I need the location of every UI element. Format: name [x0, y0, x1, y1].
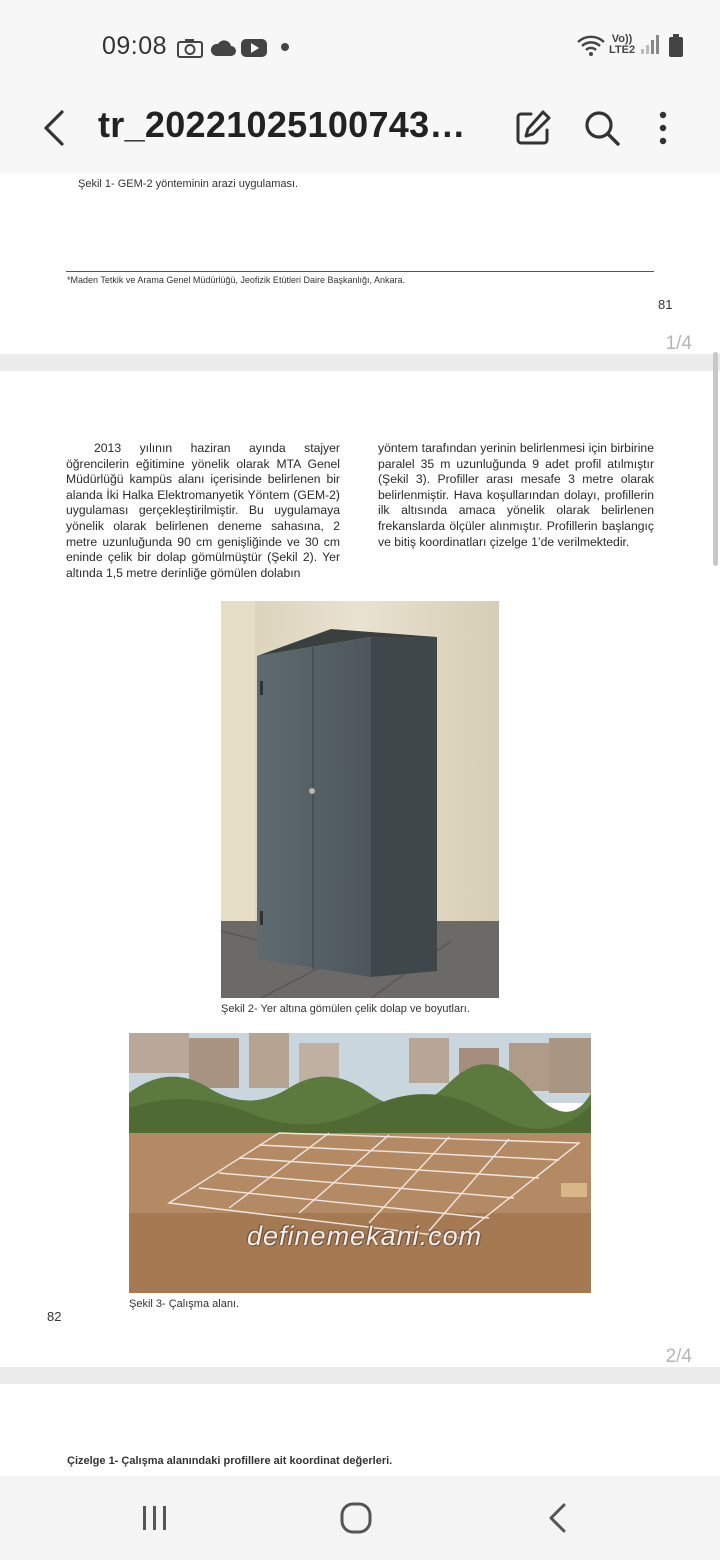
- page-indicator: 2/4: [665, 1346, 692, 1367]
- footnote-divider: [66, 271, 654, 272]
- figure-2-photo: [221, 601, 499, 998]
- signal-icon: [640, 34, 662, 56]
- footnote: *Maden Tetkik ve Arama Genel Müdürlüğü, Jeofizik Etütleri Daire Başkanlığı, Ankara.: [67, 275, 406, 285]
- page-indicator: 1/4: [665, 333, 692, 354]
- youtube-icon: [241, 38, 267, 58]
- search-icon[interactable]: [580, 106, 624, 150]
- figure-1-caption: Şekil 1- GEM-2 yönteminin arazi uygulaması.: [78, 178, 299, 190]
- figure-3-caption: Şekil 3- Çalışma alanı.: [129, 1298, 240, 1310]
- recent-apps-icon[interactable]: [133, 1496, 177, 1540]
- navigation-bar: [0, 1476, 720, 1560]
- page-1: [0, 174, 720, 354]
- figure-3-photo: [129, 1033, 591, 1293]
- wifi-icon: [576, 34, 606, 58]
- camera-icon: [177, 38, 203, 58]
- cloud-icon: [209, 38, 237, 58]
- battery-icon: [668, 34, 684, 58]
- edit-icon[interactable]: [511, 106, 555, 150]
- page-3: [0, 1384, 720, 1476]
- text-column-right: yöntem tarafından yerinin belirlenmesi için birbirine paralel 35 m uzunluğunda 9 adet profil atılmıştır (Şekil 3). Profiller arası mesafe 3 metre olarak belirlenmiştir. Hava koşullarından dolayı, profillerin ilk altısında amaca yönelik olarak belirlenen frekanslarda ölçüler alınmıştır. Profillerin başlangıç ve bitiş koordinatları çizelge 1’de verilmektedir.: [378, 441, 654, 549]
- back-icon[interactable]: [536, 1496, 580, 1540]
- status-bar: [0, 0, 720, 92]
- page-number: 82: [47, 1309, 62, 1324]
- page-2: [0, 371, 720, 1367]
- page-number: 81: [658, 297, 673, 312]
- watermark: definemekani.com: [247, 1221, 483, 1251]
- notification-dot-icon: [281, 43, 289, 51]
- scrollbar[interactable]: [713, 352, 718, 566]
- figure-2-caption: Şekil 2- Yer altına gömülen çelik dolap ve boyutları.: [221, 1003, 470, 1015]
- status-time: 09:08: [102, 32, 168, 60]
- back-arrow-icon[interactable]: [36, 106, 76, 150]
- document-viewer[interactable]: [0, 174, 720, 1476]
- table-1-caption: Çizelge 1- Çalışma alanındaki profillere ait koordinat değerleri.: [67, 1455, 393, 1467]
- lte-indicator: Vo)) LTE2: [609, 33, 636, 56]
- home-icon[interactable]: [334, 1496, 378, 1540]
- app-toolbar: [0, 92, 720, 174]
- document-title: tr_20221025100743…: [98, 104, 466, 145]
- text-column-left: 2013 yılının haziran ayında stajyer öğrencilerin eğitimine yönelik olarak MTA Genel Müdürlüğü kampüs alanı içerisinde belirlenen bir alanda İki Halka Elektromanyetik Yöntem (GEM-2) uygulaması gerçekleştirilmiştir. Bu uygulamaya yönelik olarak belirlenen deneme sahasına, 2 metre uzunluğunda 90 cm genişliğinde ve 30 cm eninde çelik bir dolap gömülmüştür (Şekil 2). Yer altında 1,5 metre derinliğe gömülen dolabın: [66, 441, 340, 580]
- more-options-icon[interactable]: [641, 106, 685, 150]
